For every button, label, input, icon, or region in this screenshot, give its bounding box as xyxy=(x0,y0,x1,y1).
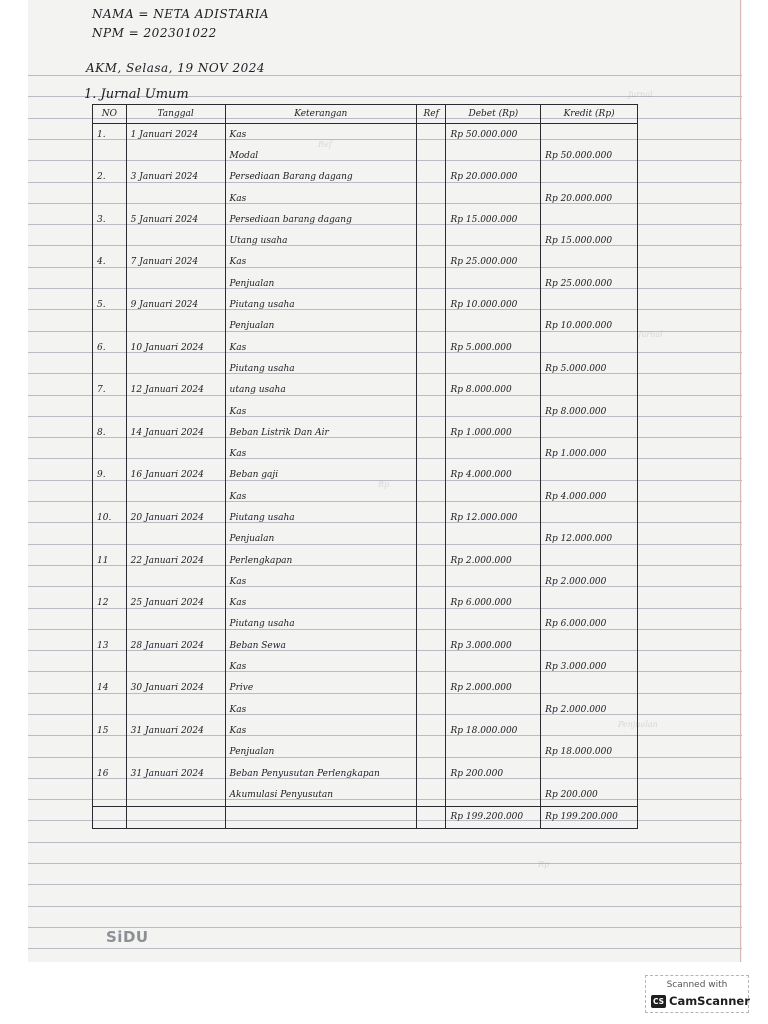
ref-cell xyxy=(417,145,446,166)
column-header-credit: Kredit (Rp) xyxy=(541,105,638,124)
entry-number-cell: 10. xyxy=(93,507,127,528)
ref-cell xyxy=(417,358,446,379)
credit-amount-cell xyxy=(541,465,638,486)
scanned-with-text: Scanned with xyxy=(666,980,728,990)
entry-date-cell: 5 Januari 2024 xyxy=(126,209,225,230)
credit-amount-cell: Rp 1.000.000 xyxy=(541,443,638,464)
entry-date-cell: 12 Januari 2024 xyxy=(126,380,225,401)
notebook-brand-logo: SiDU xyxy=(106,928,149,946)
ref-cell xyxy=(417,465,446,486)
credit-amount-cell xyxy=(541,124,638,146)
credit-account-cell: Piutang usaha xyxy=(225,358,416,379)
entry-date-cell: 31 Januari 2024 xyxy=(126,763,225,784)
totals-description-cell xyxy=(225,806,416,828)
debit-amount-cell: Rp 200.000 xyxy=(446,763,541,784)
debit-amount-cell: Rp 50.000.000 xyxy=(446,124,541,146)
entry-number-cell xyxy=(93,316,127,337)
entry-number-cell: 14 xyxy=(93,678,127,699)
ref-cell xyxy=(417,656,446,677)
debit-amount-cell: Rp 3.000.000 xyxy=(446,635,541,656)
debit-account-cell: Kas xyxy=(225,252,416,273)
table-header-row xyxy=(93,105,638,124)
credit-account-cell: Utang usaha xyxy=(225,230,416,251)
credit-amount-cell xyxy=(541,337,638,358)
credit-amount-cell xyxy=(541,252,638,273)
journal-row xyxy=(93,507,638,528)
ref-cell xyxy=(417,401,446,422)
journal-row xyxy=(93,699,638,720)
credit-amount-cell xyxy=(541,763,638,784)
credit-amount-cell: Rp 5.000.000 xyxy=(541,358,638,379)
entry-number-cell xyxy=(93,614,127,635)
debit-account-cell: Persediaan Barang dagang xyxy=(225,167,416,188)
ref-cell xyxy=(417,337,446,358)
bleed-through-text: Rp xyxy=(538,860,550,869)
debit-account-cell: Kas xyxy=(225,593,416,614)
entry-date-cell xyxy=(126,571,225,592)
camscanner-logo-icon: CS xyxy=(652,997,665,1006)
debit-account-cell: Piutang usaha xyxy=(225,507,416,528)
bleed-through-text: Jurnal xyxy=(628,90,653,99)
journal-row xyxy=(93,273,638,294)
camscanner-watermark xyxy=(645,975,749,1013)
credit-amount-cell: Rp 12.000.000 xyxy=(541,529,638,550)
debit-account-cell: Kas xyxy=(225,337,416,358)
entry-date-cell: 31 Januari 2024 xyxy=(126,720,225,741)
debit-amount-cell xyxy=(446,188,541,209)
credit-amount-cell xyxy=(541,550,638,571)
entry-number-cell xyxy=(93,358,127,379)
ruled-line xyxy=(28,75,742,76)
entry-date-cell: 20 Januari 2024 xyxy=(126,507,225,528)
debit-amount-cell xyxy=(446,443,541,464)
debit-account-cell: Prive xyxy=(225,678,416,699)
credit-amount-cell: Rp 10.000.000 xyxy=(541,316,638,337)
ruled-line xyxy=(28,842,742,843)
ref-cell xyxy=(417,507,446,528)
debit-amount-cell: Rp 25.000.000 xyxy=(446,252,541,273)
debit-amount-cell: Rp 12.000.000 xyxy=(446,507,541,528)
journal-row xyxy=(93,465,638,486)
entry-number-cell xyxy=(93,529,127,550)
bleed-through-text: Penjualan xyxy=(618,720,658,729)
entry-date-cell xyxy=(126,443,225,464)
ref-cell xyxy=(417,635,446,656)
credit-amount-cell: Rp 20.000.000 xyxy=(541,188,638,209)
ref-cell xyxy=(417,188,446,209)
journal-row xyxy=(93,316,638,337)
entry-date-cell xyxy=(126,614,225,635)
ref-cell xyxy=(417,614,446,635)
journal-row xyxy=(93,742,638,763)
ref-cell xyxy=(417,486,446,507)
journal-row xyxy=(93,358,638,379)
ref-cell xyxy=(417,699,446,720)
debit-account-cell: Kas xyxy=(225,124,416,146)
entry-number-cell: 13 xyxy=(93,635,127,656)
journal-row xyxy=(93,486,638,507)
entry-number-cell: 12 xyxy=(93,593,127,614)
ref-cell xyxy=(417,422,446,443)
debit-account-cell: Kas xyxy=(225,720,416,741)
page-edge-line xyxy=(740,0,741,962)
totals-no-cell xyxy=(93,806,127,828)
entry-number-cell: 9. xyxy=(93,465,127,486)
entry-date-cell xyxy=(126,401,225,422)
credit-amount-cell: Rp 2.000.000 xyxy=(541,571,638,592)
ref-cell xyxy=(417,316,446,337)
debit-amount-cell xyxy=(446,401,541,422)
ruled-line xyxy=(28,863,742,864)
credit-amount-cell: Rp 25.000.000 xyxy=(541,273,638,294)
credit-amount-cell xyxy=(541,635,638,656)
debit-amount-cell xyxy=(446,316,541,337)
debit-amount-cell: Rp 15.000.000 xyxy=(446,209,541,230)
entry-number-cell: 6. xyxy=(93,337,127,358)
journal-row xyxy=(93,401,638,422)
entry-date-cell xyxy=(126,145,225,166)
entry-date-cell xyxy=(126,699,225,720)
journal-row xyxy=(93,784,638,806)
debit-account-cell: utang usaha xyxy=(225,380,416,401)
ruled-line xyxy=(28,906,742,907)
credit-account-cell: Kas xyxy=(225,486,416,507)
entry-number-cell xyxy=(93,486,127,507)
student-npm: NPM = 202301022 xyxy=(92,26,217,40)
debit-amount-cell: Rp 8.000.000 xyxy=(446,380,541,401)
credit-amount-cell xyxy=(541,167,638,188)
ref-cell xyxy=(417,571,446,592)
journal-row xyxy=(93,443,638,464)
journal-row xyxy=(93,252,638,273)
total-credit: Rp 199.200.000 xyxy=(541,806,638,828)
debit-amount-cell xyxy=(446,358,541,379)
debit-amount-cell: Rp 2.000.000 xyxy=(446,550,541,571)
credit-account-cell: Kas xyxy=(225,571,416,592)
entry-number-cell: 7. xyxy=(93,380,127,401)
debit-account-cell: Persediaan barang dagang xyxy=(225,209,416,230)
credit-account-cell: Penjualan xyxy=(225,529,416,550)
entry-number-cell xyxy=(93,273,127,294)
entry-date-cell xyxy=(126,784,225,806)
debit-amount-cell: Rp 4.000.000 xyxy=(446,465,541,486)
journal-row xyxy=(93,167,638,188)
notebook-page xyxy=(28,0,742,962)
journal-row xyxy=(93,294,638,315)
credit-amount-cell: Rp 3.000.000 xyxy=(541,656,638,677)
entry-number-cell: 5. xyxy=(93,294,127,315)
credit-amount-cell: Rp 8.000.000 xyxy=(541,401,638,422)
debit-amount-cell xyxy=(446,784,541,806)
ruled-line xyxy=(28,948,742,949)
journal-row xyxy=(93,635,638,656)
credit-amount-cell xyxy=(541,720,638,741)
credit-account-cell: Penjualan xyxy=(225,316,416,337)
credit-amount-cell xyxy=(541,678,638,699)
bleed-through-text: Rp xyxy=(378,480,390,489)
ref-cell xyxy=(417,678,446,699)
journal-row xyxy=(93,209,638,230)
entry-date-cell: 25 Januari 2024 xyxy=(126,593,225,614)
journal-row xyxy=(93,188,638,209)
debit-amount-cell: Rp 18.000.000 xyxy=(446,720,541,741)
credit-account-cell: Kas xyxy=(225,656,416,677)
ref-cell xyxy=(417,784,446,806)
entry-date-cell xyxy=(126,486,225,507)
camscanner-name: CamScanner xyxy=(669,994,750,1008)
credit-account-cell: Kas xyxy=(225,443,416,464)
ref-cell xyxy=(417,720,446,741)
ref-cell xyxy=(417,529,446,550)
debit-amount-cell xyxy=(446,656,541,677)
column-header-debit: Debet (Rp) xyxy=(446,105,541,124)
ref-cell xyxy=(417,252,446,273)
journal-row xyxy=(93,678,638,699)
credit-amount-cell: Rp 15.000.000 xyxy=(541,230,638,251)
entry-number-cell xyxy=(93,145,127,166)
journal-row xyxy=(93,529,638,550)
entry-date-cell: 9 Januari 2024 xyxy=(126,294,225,315)
credit-amount-cell: Rp 18.000.000 xyxy=(541,742,638,763)
entry-date-cell: 7 Januari 2024 xyxy=(126,252,225,273)
column-header-date: Tanggal xyxy=(126,105,225,124)
debit-amount-cell: Rp 1.000.000 xyxy=(446,422,541,443)
ref-cell xyxy=(417,230,446,251)
entry-date-cell: 3 Januari 2024 xyxy=(126,167,225,188)
entry-date-cell xyxy=(126,188,225,209)
credit-account-cell: Akumulasi Penyusutan xyxy=(225,784,416,806)
journal-row xyxy=(93,571,638,592)
journal-row xyxy=(93,550,638,571)
entry-number-cell: 3. xyxy=(93,209,127,230)
entry-date-cell: 1 Januari 2024 xyxy=(126,124,225,146)
entry-date-cell xyxy=(126,230,225,251)
journal-row xyxy=(93,380,638,401)
entry-number-cell: 11 xyxy=(93,550,127,571)
entry-number-cell xyxy=(93,401,127,422)
totals-date-cell xyxy=(126,806,225,828)
journal-row xyxy=(93,145,638,166)
debit-amount-cell xyxy=(446,742,541,763)
general-journal-table xyxy=(92,104,638,829)
journal-row xyxy=(93,763,638,784)
bleed-through-text: Jurnal xyxy=(638,330,663,339)
entry-number-cell: 16 xyxy=(93,763,127,784)
debit-amount-cell xyxy=(446,529,541,550)
credit-account-cell: Kas xyxy=(225,401,416,422)
entry-number-cell xyxy=(93,230,127,251)
credit-amount-cell xyxy=(541,593,638,614)
debit-account-cell: Beban Listrik Dan Air xyxy=(225,422,416,443)
column-header-description: Keterangan xyxy=(225,105,416,124)
debit-amount-cell xyxy=(446,614,541,635)
entry-date-cell xyxy=(126,742,225,763)
column-header-ref: Ref xyxy=(417,105,446,124)
ref-cell xyxy=(417,763,446,784)
credit-amount-cell: Rp 4.000.000 xyxy=(541,486,638,507)
journal-row xyxy=(93,656,638,677)
entry-number-cell xyxy=(93,571,127,592)
ref-cell xyxy=(417,294,446,315)
credit-amount-cell xyxy=(541,507,638,528)
debit-account-cell: Piutang usaha xyxy=(225,294,416,315)
entry-number-cell xyxy=(93,742,127,763)
journal-row xyxy=(93,124,638,146)
journal-row xyxy=(93,337,638,358)
entry-number-cell xyxy=(93,699,127,720)
ref-cell xyxy=(417,550,446,571)
ref-cell xyxy=(417,167,446,188)
ref-cell xyxy=(417,273,446,294)
credit-account-cell: Kas xyxy=(225,699,416,720)
debit-amount-cell: Rp 2.000.000 xyxy=(446,678,541,699)
entry-number-cell: 8. xyxy=(93,422,127,443)
journal-row xyxy=(93,614,638,635)
entry-date-cell: 30 Januari 2024 xyxy=(126,678,225,699)
entry-number-cell xyxy=(93,656,127,677)
entry-number-cell: 4. xyxy=(93,252,127,273)
debit-amount-cell: Rp 10.000.000 xyxy=(446,294,541,315)
debit-amount-cell xyxy=(446,571,541,592)
credit-amount-cell xyxy=(541,380,638,401)
entry-number-cell xyxy=(93,784,127,806)
entry-date-cell xyxy=(126,529,225,550)
credit-account-cell: Piutang usaha xyxy=(225,614,416,635)
ref-cell xyxy=(417,593,446,614)
journal-row xyxy=(93,593,638,614)
entry-date-cell: 14 Januari 2024 xyxy=(126,422,225,443)
debit-amount-cell: Rp 5.000.000 xyxy=(446,337,541,358)
credit-amount-cell xyxy=(541,422,638,443)
totals-row xyxy=(93,806,638,828)
entry-date-cell xyxy=(126,656,225,677)
entry-date-cell xyxy=(126,358,225,379)
credit-account-cell: Modal xyxy=(225,145,416,166)
totals-ref-cell xyxy=(417,806,446,828)
credit-account-cell: Penjualan xyxy=(225,273,416,294)
entry-date-cell xyxy=(126,316,225,337)
ref-cell xyxy=(417,209,446,230)
credit-amount-cell: Rp 6.000.000 xyxy=(541,614,638,635)
debit-account-cell: Beban Penyusutan Perlengkapan xyxy=(225,763,416,784)
entry-number-cell: 1. xyxy=(93,124,127,146)
ref-cell xyxy=(417,380,446,401)
bleed-through-text: Ref xyxy=(318,140,332,149)
entry-date-cell: 16 Januari 2024 xyxy=(126,465,225,486)
debit-amount-cell xyxy=(446,230,541,251)
ruled-line xyxy=(28,884,742,885)
ref-cell xyxy=(417,124,446,146)
entry-date-cell xyxy=(126,273,225,294)
debit-account-cell: Perlengkapan xyxy=(225,550,416,571)
entry-number-cell: 15 xyxy=(93,720,127,741)
entry-date-cell: 28 Januari 2024 xyxy=(126,635,225,656)
entry-number-cell xyxy=(93,188,127,209)
journal-row xyxy=(93,720,638,741)
credit-account-cell: Kas xyxy=(225,188,416,209)
entry-number-cell: 2. xyxy=(93,167,127,188)
journal-row xyxy=(93,422,638,443)
debit-amount-cell xyxy=(446,273,541,294)
ref-cell xyxy=(417,742,446,763)
course-date-line: AKM, Selasa, 19 NOV 2024 xyxy=(86,61,266,75)
credit-amount-cell xyxy=(541,294,638,315)
credit-amount-cell xyxy=(541,209,638,230)
credit-amount-cell: Rp 200.000 xyxy=(541,784,638,806)
credit-amount-cell: Rp 50.000.000 xyxy=(541,145,638,166)
credit-amount-cell: Rp 2.000.000 xyxy=(541,699,638,720)
debit-amount-cell xyxy=(446,486,541,507)
debit-amount-cell: Rp 20.000.000 xyxy=(446,167,541,188)
debit-amount-cell xyxy=(446,699,541,720)
debit-amount-cell: Rp 6.000.000 xyxy=(446,593,541,614)
debit-account-cell: Beban gaji xyxy=(225,465,416,486)
journal-row xyxy=(93,230,638,251)
ref-cell xyxy=(417,443,446,464)
column-header-no: NO xyxy=(93,105,127,124)
credit-account-cell: Penjualan xyxy=(225,742,416,763)
section-title: 1. Jurnal Umum xyxy=(84,87,189,102)
entry-date-cell: 10 Januari 2024 xyxy=(126,337,225,358)
entry-date-cell: 22 Januari 2024 xyxy=(126,550,225,571)
entry-number-cell xyxy=(93,443,127,464)
debit-account-cell: Beban Sewa xyxy=(225,635,416,656)
student-name: NAMA = NETA ADISTARIA xyxy=(92,7,270,21)
debit-amount-cell xyxy=(446,145,541,166)
total-debit: Rp 199.200.000 xyxy=(446,806,541,828)
